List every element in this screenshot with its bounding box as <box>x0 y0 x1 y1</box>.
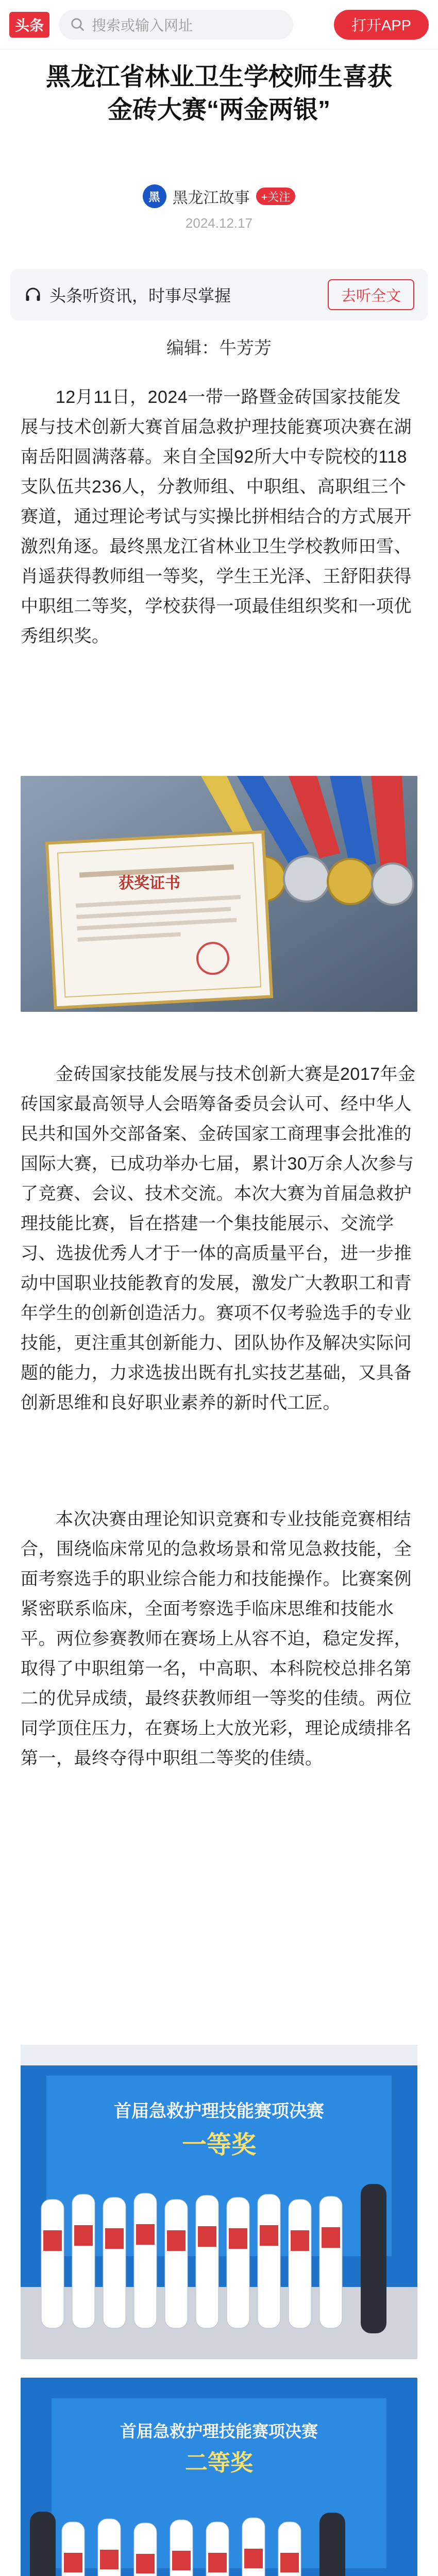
paragraph-3: 本次决赛由理论知识竞赛和专业技能竞赛相结合，围绕临床常见的急救场景和常见急救技能，全面考察选手的职业综合能力和技能操作。比赛案例紧密联系临床，全面考察选手临床思维和技能水平。两位参赛教师在赛场上从容不迫，稳定发挥，取得了中职组第一名，中高职、本科院校总排名第二的优异成绩，最终获教师组一等奖的佳绩。两位同学顶住压力，在赛场上大放光彩，理论成绩排名第一，最终夺得中职组二等奖的佳绩。 <box>21 1510 412 1768</box>
certificate-photo <box>21 776 417 1012</box>
author-avatar[interactable]: 黑 <box>143 184 166 208</box>
banner-1-subtitle: 一等奖 <box>181 2131 257 2159</box>
author-name[interactable]: 黑龙江故事 <box>172 190 250 207</box>
toutiao-logo[interactable]: 头条 <box>9 12 49 38</box>
paragraph-2: 金砖国家技能发展与技术创新大赛是2017年金砖国家最高领导人会晤筹备委员会认可、经中华人民共和国外交部备案、金砖国家工商理事会批准的国际大赛，已成功举办七届，累计30万余人次参与了竞赛、会议、技术交流。本次大赛为首届急救护理技能比赛，旨在搭建一个集技能展示、交流学习、选拔优秀人才于一体的高质量平台，进一步推动中国职业技能教育的发展，激发广大教职工和青年学生的创新创造活力。赛项不仅考验选手的专业技能，更注重其创新能力、团队协作及解决实际问题的能力，力求选拔出既有扎实技艺基础，又具备创新思维和良好职业素养的新时代工匠。 <box>21 1064 416 1413</box>
listen-full-button[interactable]: 去听全文 <box>328 279 414 310</box>
award-stage-photo-1 <box>21 2045 417 2359</box>
top-bar <box>0 0 438 49</box>
banner-2-subtitle: 二等奖 <box>185 2450 253 2476</box>
author-row <box>0 184 438 208</box>
search-placeholder: 搜索或输入网址 <box>92 17 193 33</box>
certificate-title: 获奖证书 <box>119 875 180 892</box>
audio-promo-text: 头条听资讯，时事尽掌握 <box>49 286 231 305</box>
publish-date: 2024.12.17 <box>185 215 253 231</box>
search-icon <box>70 17 86 32</box>
award-stage-photo-2 <box>21 2378 417 2576</box>
search-input[interactable] <box>59 10 293 40</box>
follow-button[interactable]: +关注 <box>256 188 296 205</box>
headphones-icon <box>24 285 42 304</box>
open-app-button[interactable]: 打开APP <box>334 10 429 40</box>
editor-line: 编辑：牛芳芳 <box>166 338 272 358</box>
audio-bar <box>10 269 428 320</box>
paragraph-1: 12月11日，2024一带一路暨金砖国家技能发展与技术创新大赛首届急救护理技能赛项决赛在湖南岳阳圆满落幕。来自全国92所大中专院校的118支队伍共236人，分教师组、中职组、高职组三个赛道，通过理论考试与实操比拼相结合的方式展开激烈角逐。最终黑龙江省林业卫生学校教师田雪、肖遥获得教师组一等奖，学生王光泽、王舒阳获得中职组二等奖，学校获得一项最佳组织奖和一项优秀组织奖。 <box>21 387 412 646</box>
banner-2-title: 首届急救护理技能赛项决赛 <box>120 2422 318 2441</box>
banner-1-title: 首届急救护理技能赛项决赛 <box>114 2102 324 2121</box>
article-title: 黑龙江省林业卫生学校师生喜获金砖大赛“两金两银” <box>45 63 392 124</box>
